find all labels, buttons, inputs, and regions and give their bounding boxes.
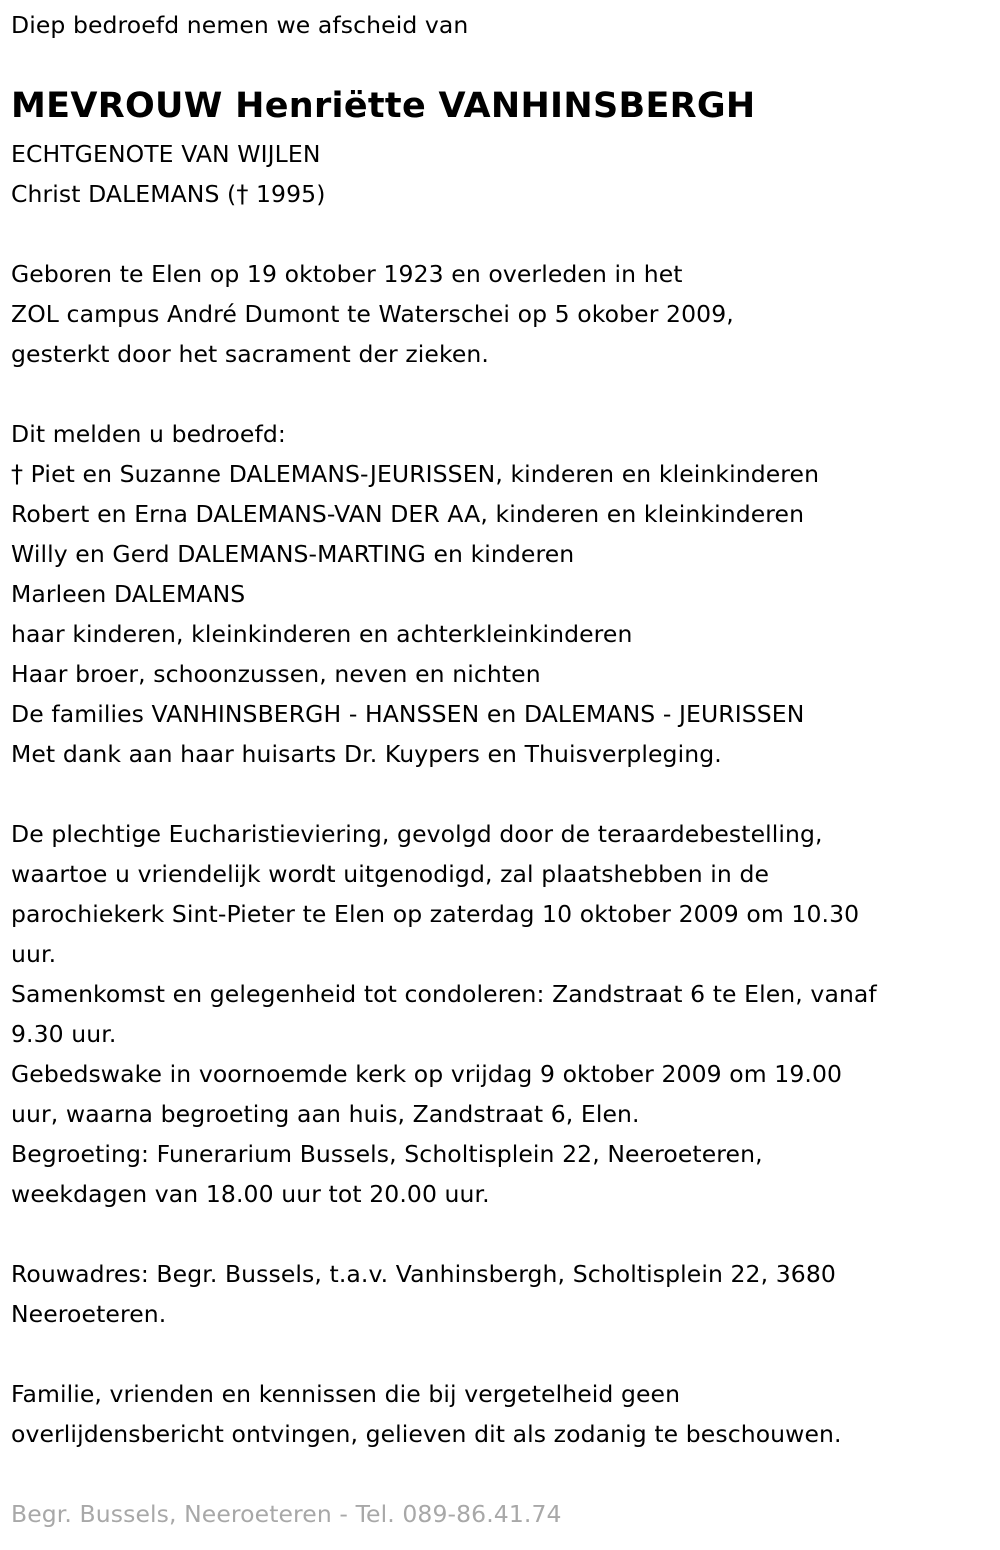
- announcer-line: Willy en Gerd DALEMANS-MARTING en kinderen: [11, 540, 575, 568]
- notice-line: Familie, vrienden en kennissen die bij vergetelheid geen: [11, 1380, 681, 1408]
- ceremony-line: Begroeting: Funerarium Bussels, Scholtisplein 22, Neeroeteren,: [11, 1140, 763, 1168]
- intro-text: Diep bedroefd nemen we afscheid van: [11, 11, 469, 39]
- notice-line: overlijdensbericht ontvingen, gelieven dit als zodanig te beschouwen.: [11, 1420, 842, 1448]
- announcer-line: [11, 454, 819, 494]
- announcer-first: Piet en Suzanne DALEMANS-JEURISSEN, kinderen en kleinkinderen: [23, 460, 820, 488]
- announcer-line: haar kinderen, kleinkinderen en achterkleinkinderen: [11, 620, 633, 648]
- spouse-name-after: 1995): [248, 180, 326, 208]
- ceremony-line: 9.30 uur.: [11, 1020, 117, 1048]
- spouse-label: ECHTGENOTE VAN WIJLEN: [11, 140, 321, 168]
- birth-death-line: ZOL campus André Dumont te Waterschei op 5 okober 2009,: [11, 300, 734, 328]
- ceremony-line: waartoe u vriendelijk wordt uitgenodigd, zal plaatshebben in de: [11, 860, 770, 888]
- announcer-line: Haar broer, schoonzussen, neven en nichten: [11, 660, 541, 688]
- announcer-line: Marleen DALEMANS: [11, 580, 246, 608]
- ceremony-line: Gebedswake in voornoemde kerk op vrijdag 9 oktober 2009 om 19.00: [11, 1060, 843, 1088]
- ceremony-line: Samenkomst en gelegenheid tot condoleren: Zandstraat 6 te Elen, vanaf: [11, 980, 877, 1008]
- announcer-line: Robert en Erna DALEMANS-VAN DER AA, kinderen en kleinkinderen: [11, 500, 805, 528]
- ceremony-line: De plechtige Eucharistieviering, gevolgd door de teraardebestelling,: [11, 820, 823, 848]
- address-line: Neeroeteren.: [11, 1300, 167, 1328]
- funeral-home-footer: Begr. Bussels, Neeroeteren - Tel. 089-86.41.74: [11, 1500, 562, 1528]
- birth-death-line: Geboren te Elen op 19 oktober 1923 en overleden in het: [11, 260, 683, 288]
- announcers-heading: Dit melden u bedroefd:: [11, 420, 286, 448]
- cross-icon: †: [236, 180, 249, 208]
- cross-icon: †: [11, 460, 24, 488]
- birth-death-line: gesterkt door het sacrament der zieken.: [11, 340, 489, 368]
- announcer-line: De families VANHINSBERGH - HANSSEN en DALEMANS - JEURISSEN: [11, 700, 805, 728]
- ceremony-line: weekdagen van 18.00 uur tot 20.00 uur.: [11, 1180, 490, 1208]
- deceased-name: MEVROUW Henriëtte VANHINSBERGH: [11, 86, 756, 126]
- announcer-line: Met dank aan haar huisarts Dr. Kuypers en Thuisverpleging.: [11, 740, 722, 768]
- address-line: Rouwadres: Begr. Bussels, t.a.v. Vanhinsbergh, Scholtisplein 22, 3680: [11, 1260, 836, 1288]
- spouse-name: [11, 174, 325, 214]
- ceremony-line: uur.: [11, 940, 57, 968]
- ceremony-line: parochiekerk Sint-Pieter te Elen op zaterdag 10 oktober 2009 om 10.30: [11, 900, 860, 928]
- spouse-name-before: Christ DALEMANS (: [11, 180, 237, 208]
- ceremony-line: uur, waarna begroeting aan huis, Zandstraat 6, Elen.: [11, 1100, 640, 1128]
